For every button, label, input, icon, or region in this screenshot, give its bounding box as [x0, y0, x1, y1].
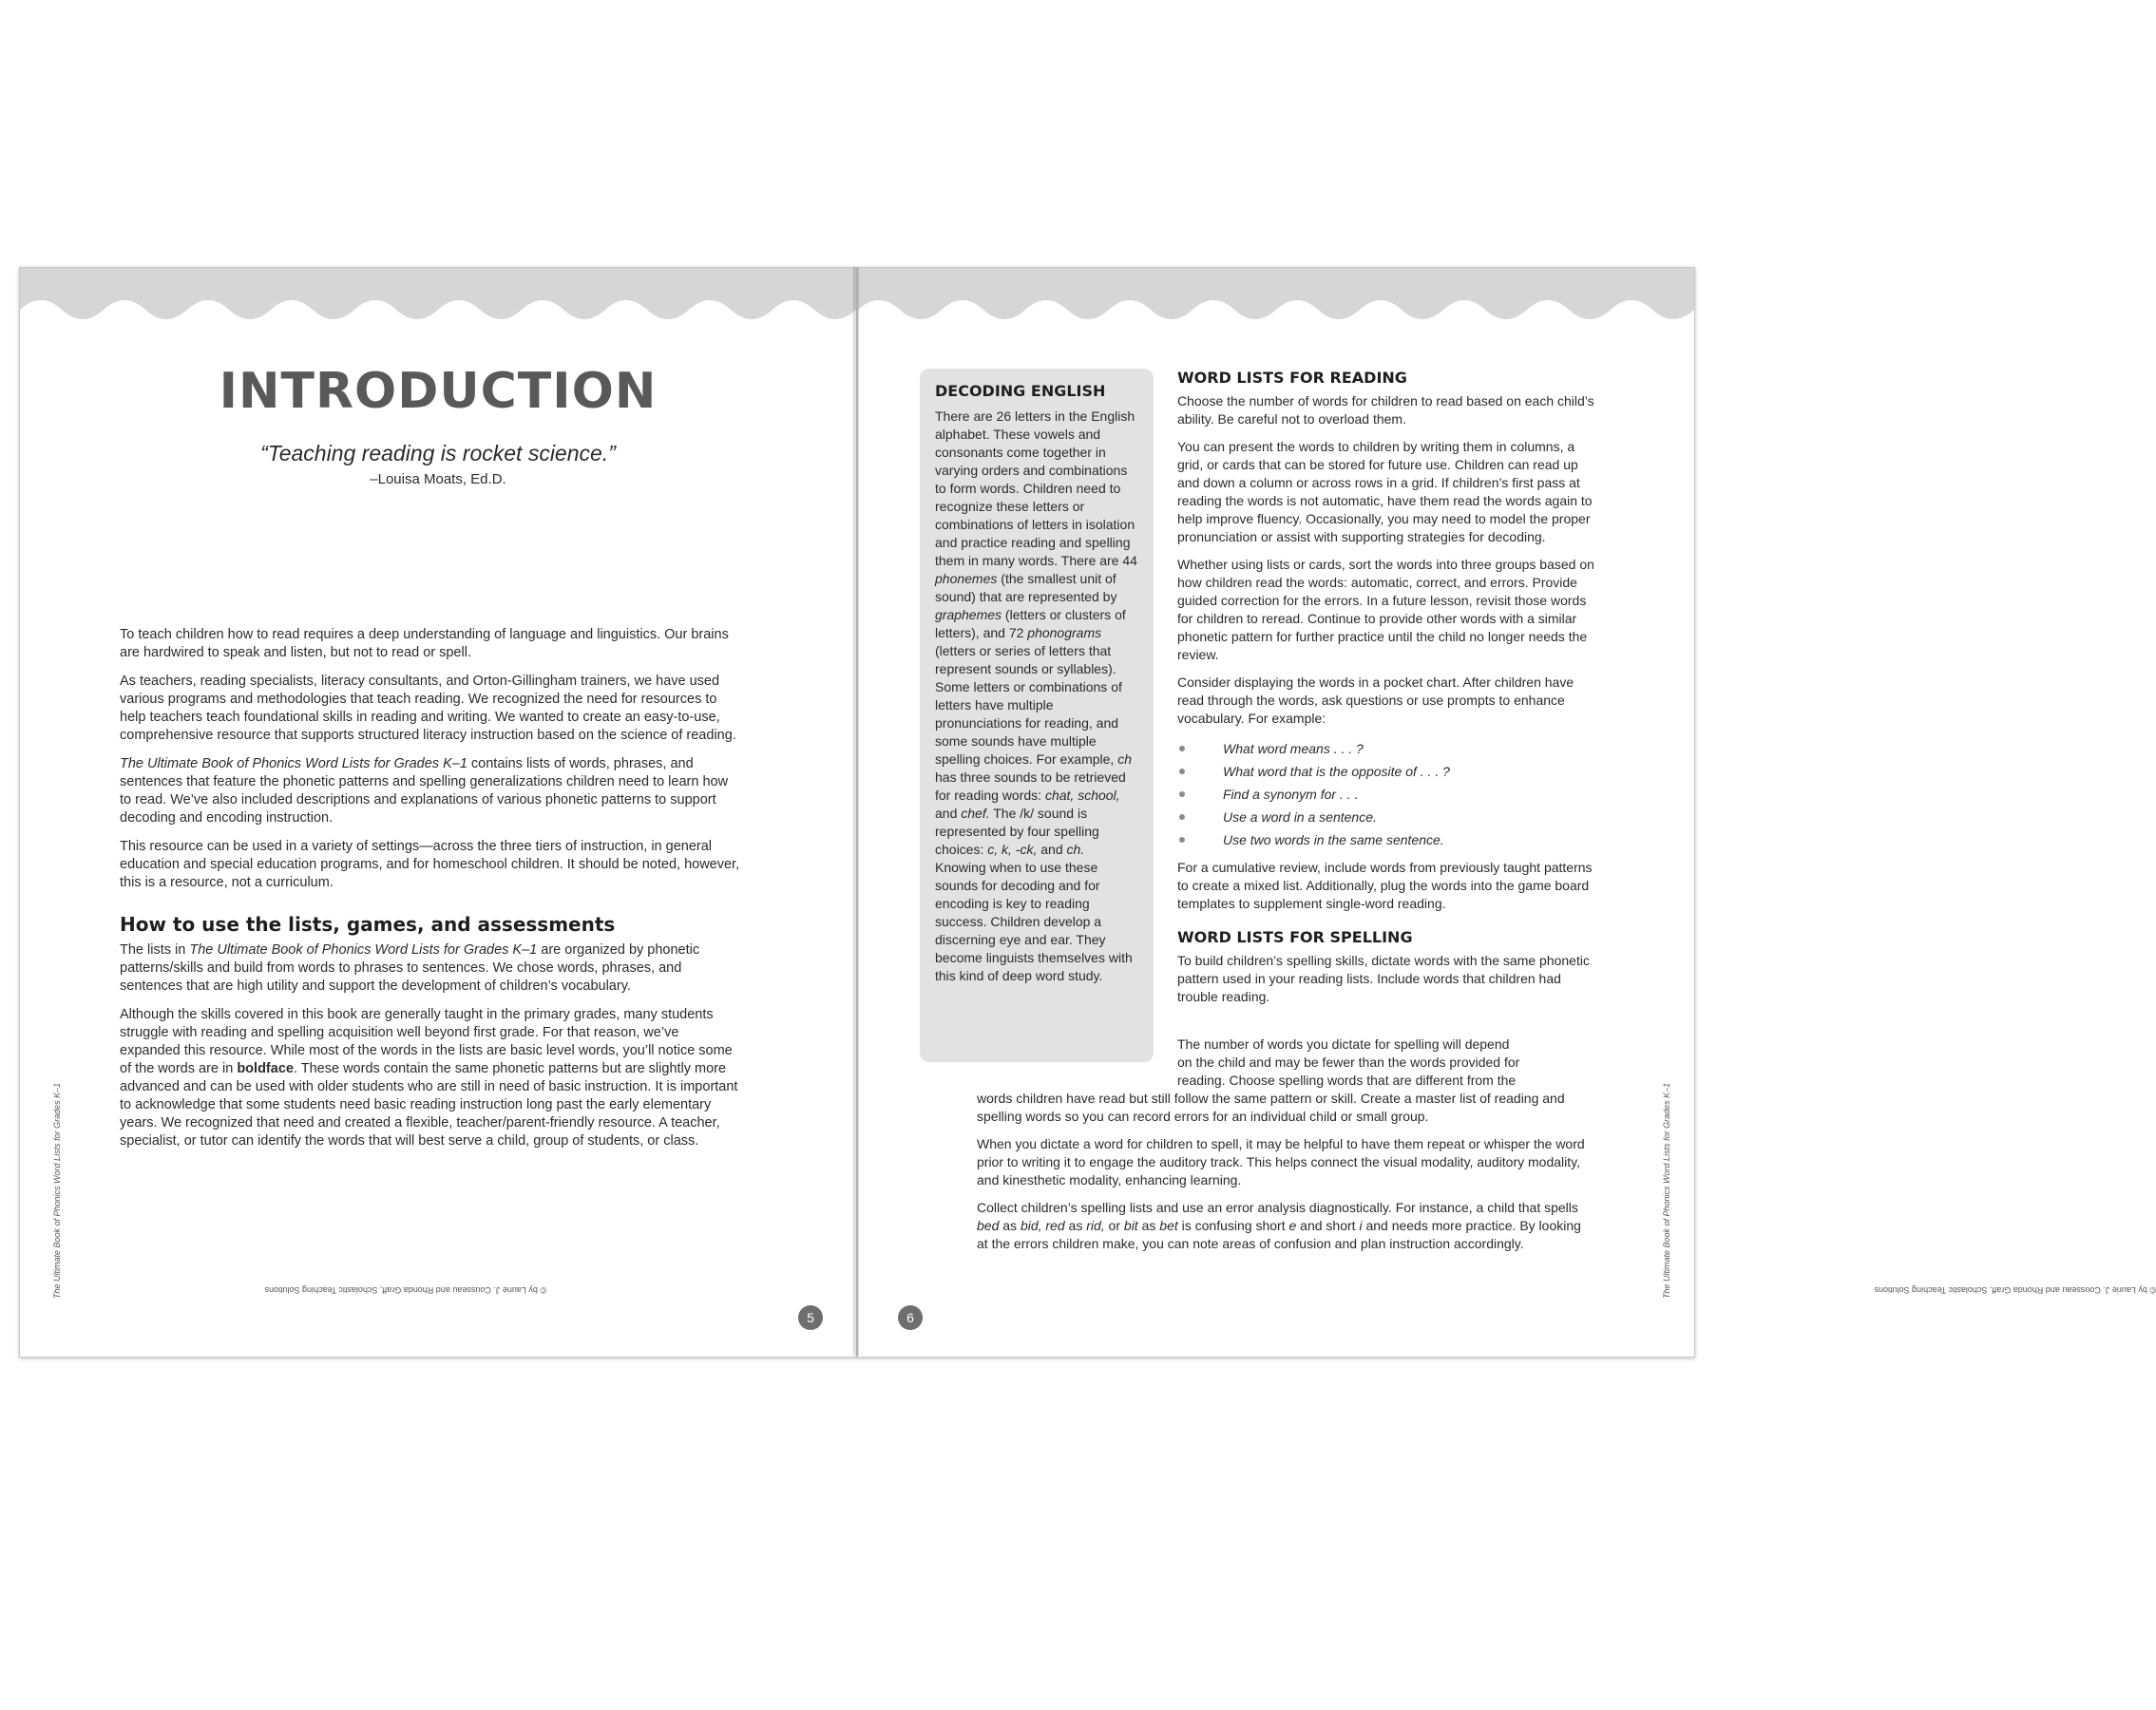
example-word: bit [1123, 1218, 1138, 1233]
reading-paragraph: Choose the number of words for children to read based on each child’s ability. Be careful not to overload them. [1177, 393, 1594, 427]
page-number-badge: 6 [898, 1305, 923, 1330]
sidebar-body [935, 408, 1138, 985]
example-word: rid, [1086, 1218, 1105, 1233]
paragraph-text: as [1064, 1218, 1087, 1233]
paragraph-text: are organized by phonetic patterns/skills and build from words to phrases to sentences. We chose words, phrases, and sentences that are high utility and support the development of children’s vocabulary. [120, 942, 700, 994]
intro-paragraph-4: This resource can be used in a variety of settings—across the three tiers of instruction, in general education and special education programs, and for homeschool children. It should be noted, however, this is a resource, not a curriculum. [120, 839, 740, 890]
intro-paragraph-3 [120, 755, 742, 827]
sidebar-text: and [935, 806, 962, 821]
example-word: bid, red [1020, 1218, 1065, 1233]
copyright-credit [1658, 805, 2156, 1299]
sidebar-text: (letters or clusters of letters), and 72 [935, 607, 1126, 640]
paragraph-text: as [999, 1218, 1021, 1233]
sidebar-term: ch. [1066, 842, 1085, 857]
boldface-term: boldface [237, 1061, 294, 1076]
spelling-line: words children have read but still follow the same pattern or skill. Create a master list of reading and spelling words so you can record errors for an individual child or small group. [977, 1091, 1565, 1124]
paragraph-text: or [1104, 1218, 1124, 1233]
sidebar-text: and [1037, 842, 1067, 857]
usage-paragraph-2 [120, 1006, 742, 1150]
spelling-line: on the child and may be fewer than the words provided for [1177, 1054, 1520, 1070]
example-word: e [1288, 1218, 1297, 1233]
example-word: bet [1159, 1218, 1178, 1233]
epigraph-attribution: –Louisa Moats, Ed.D. [370, 471, 506, 487]
paragraph-text: Collect children’s spelling lists and use an error analysis diagnostically. For instance, a child that spells [977, 1200, 1578, 1215]
credit-book-title: The Ultimate Book of Phonics Word Lists for Grades K–1 [52, 1082, 62, 1299]
prompt-item: What word means . . . ? [1177, 737, 1595, 760]
sidebar-term: chat, school, [1044, 788, 1120, 803]
intro-paragraph-1: To teach children how to read requires a deep understanding of language and linguistics. Our brains are hardwired to speak and listen, but not to read or spell. [120, 627, 729, 660]
sidebar-text: (the smallest unit of sound) that are represented by [935, 571, 1117, 604]
sidebar-term: phonemes [935, 571, 998, 586]
sidebar-text: has three sounds to be retrieved for reading words: [935, 770, 1126, 803]
book-title-italic: The Ultimate Book of Phonics Word Lists for Grades K–1 [120, 756, 467, 771]
paragraph-text: contains lists of words, phrases, and sentences that feature the phonetic patterns and spelling generalizations children need to learn how to read. We’ve also included descriptions and explanations of various phonetic patterns to support decoding and encoding instruction. [120, 756, 729, 826]
wave-header [858, 268, 1694, 329]
right-page [857, 267, 2156, 1358]
reading-section [1177, 369, 1595, 1016]
sidebar-text: Knowing when to use these sounds for decoding and for encoding is key to reading success. Children develop a discerning eye and ear. They become linguists themselves with this kind of deep word study. [935, 860, 1133, 983]
sidebar-text: The /k/ sound is represented by four spelling choices: [935, 806, 1099, 857]
spelling-paragraph: To build children’s spelling skills, dictate words with the same phonetic pattern used in your reading lists. Include words that children had trouble reading. [1177, 953, 1590, 1004]
sidebar-term: phonograms [1027, 625, 1102, 640]
intro-body [120, 626, 742, 1161]
prompt-item: Use a word in a sentence. [1177, 806, 1595, 828]
paragraph-text: Although the skills covered in this book are generally taught in the primary grades, many students struggle with reading and spelling acquisition well beyond first grade. For that reason, we’ve expanded this resource. While most of the words in the lists are basic level words, you’ll notice some of the words are in [120, 1007, 733, 1076]
credit-text: © by Laurie J. Cousseau and Rhonda Graff, Scholastic Teaching Solutions [264, 1285, 546, 1295]
reading-closing: For a cumulative review, include words from previously taught patterns to create a mixed list. Additionally, plug the words into the game board templates to supplement single-word reading. [1177, 860, 1593, 911]
reading-heading: WORD LISTS FOR READING [1177, 369, 1407, 387]
spelling-heading: WORD LISTS FOR SPELLING [1177, 928, 1413, 946]
left-page [19, 267, 857, 1358]
page-number-badge: 5 [798, 1305, 823, 1330]
paragraph-text: is confusing short [1177, 1218, 1289, 1233]
sidebar-term: ch [1117, 751, 1132, 767]
sidebar-text: (letters or series of letters that represent sounds or syllables). Some letters or combinations of letters have multiple pronunciations for reading, and some sounds have multiple spelling choices. For example, [935, 643, 1122, 767]
prompt-item: What word that is the opposite of . . . ? [1177, 760, 1595, 783]
sidebar-term: chef. [961, 806, 990, 821]
reading-paragraph: You can present the words to children by writing them in columns, a grid, or cards that can be stored for future use. Children can read up and down a column or across rows in a grid. If children’s first pass at reading the words is not automatic, have them read the words again to help improve fluency. Occasionally, you may need to model the proper pronunciation or assist with supporting strategies for decoding. [1177, 439, 1593, 544]
credit-book-title: The Ultimate Book of Phonics Word Lists for Grades K–1 [1662, 1082, 1671, 1299]
paragraph-text: and short [1296, 1218, 1360, 1233]
credit-text: © by Laurie J. Cousseau and Rhonda Graff, Scholastic Teaching Solutions [1874, 1285, 2156, 1295]
book-gutter [853, 267, 859, 1356]
book-spread [19, 267, 2156, 1356]
epigraph-quote: “Teaching reading is rocket science.” [260, 441, 616, 466]
prompt-list [1177, 737, 1595, 851]
reading-paragraph: Consider displaying the words in a pocket chart. After children have read through the words, ask questions or use prompts to enhance vocabulary. For example: [1177, 674, 1574, 726]
example-word: bed [977, 1218, 1000, 1233]
sidebar-heading: DECODING ENGLISH [935, 382, 1106, 400]
spelling-line: The number of words you dictate for spelling will depend [1177, 1036, 1510, 1052]
spelling-continued [977, 1036, 1595, 1263]
usage-paragraph-1 [120, 941, 742, 996]
reading-paragraph: Whether using lists or cards, sort the words into three groups based on how children read the words: automatic, correct, and errors. Provide guided correction for the errors. In a future lesson, revisit those words for children to reread. Continue to provide other words with a similar phonetic pattern for further practice until the child no longer needs the review. [1177, 557, 1594, 662]
prompt-item: Use two words in the same sentence. [1177, 828, 1595, 851]
decoding-sidebar [920, 369, 1154, 1062]
intro-paragraph-2: As teachers, reading specialists, literacy consultants, and Orton-Gillingham trainers, we have used various programs and methodologies that teach reading. We recognized the need for resources to help teachers teach foundational skills in reading and writing. We wanted to create an easy-to-use, comprehensive resource that supports structured literacy instruction based on the science of reading. [120, 674, 736, 743]
spelling-paragraph-4 [977, 1199, 1595, 1253]
paragraph-text: The lists in [120, 942, 190, 958]
paragraph-text: . These words contain the same phonetic patterns but are slightly more advanced and can be used with older students who are still in need of basic instruction. It is important to acknowledge that some students need basic reading instruction long past the early elementary years. We recognized that need and created a flexible, teacher/parent-friendly resource. A teacher, specialist, or tutor can identify the words that will best serve a child, group of students, or class. [120, 1061, 738, 1149]
section-heading: How to use the lists, games, and assessments [120, 913, 616, 936]
spelling-paragraph-3: When you dictate a word for children to spell, it may be helpful to have them repeat or whisper the word prior to writing it to engage the auditory track. This helps connect the visual modality, auditory modality, and kinesthetic modality, enhancing learning. [977, 1136, 1585, 1188]
paragraph-text: as [1137, 1218, 1160, 1233]
page-title: INTRODUCTION [219, 363, 658, 420]
book-title-italic: The Ultimate Book of Phonics Word Lists for Grades K–1 [189, 942, 538, 958]
sidebar-term: graphemes [935, 607, 1002, 622]
spelling-line: reading. Choose spelling words that are different from the [1177, 1073, 1517, 1088]
wave-header [20, 268, 856, 329]
example-word: i [1359, 1218, 1363, 1233]
sidebar-term: c, k, -ck, [987, 842, 1038, 857]
spelling-paragraph-2 [977, 1036, 1595, 1126]
prompt-item: Find a synonym for . . . [1177, 783, 1595, 806]
paragraph-text: and needs more practice. By looking at the errors children make, you can note areas of confusion and plan instruction accordingly. [977, 1218, 1581, 1251]
sidebar-text: There are 26 letters in the English alphabet. These vowels and consonants come together in varying orders and combinations to form words. Children need to recognize these letters or combinations of letters in isolation and practice reading and spelling them in many words. There are 44 [935, 408, 1137, 568]
